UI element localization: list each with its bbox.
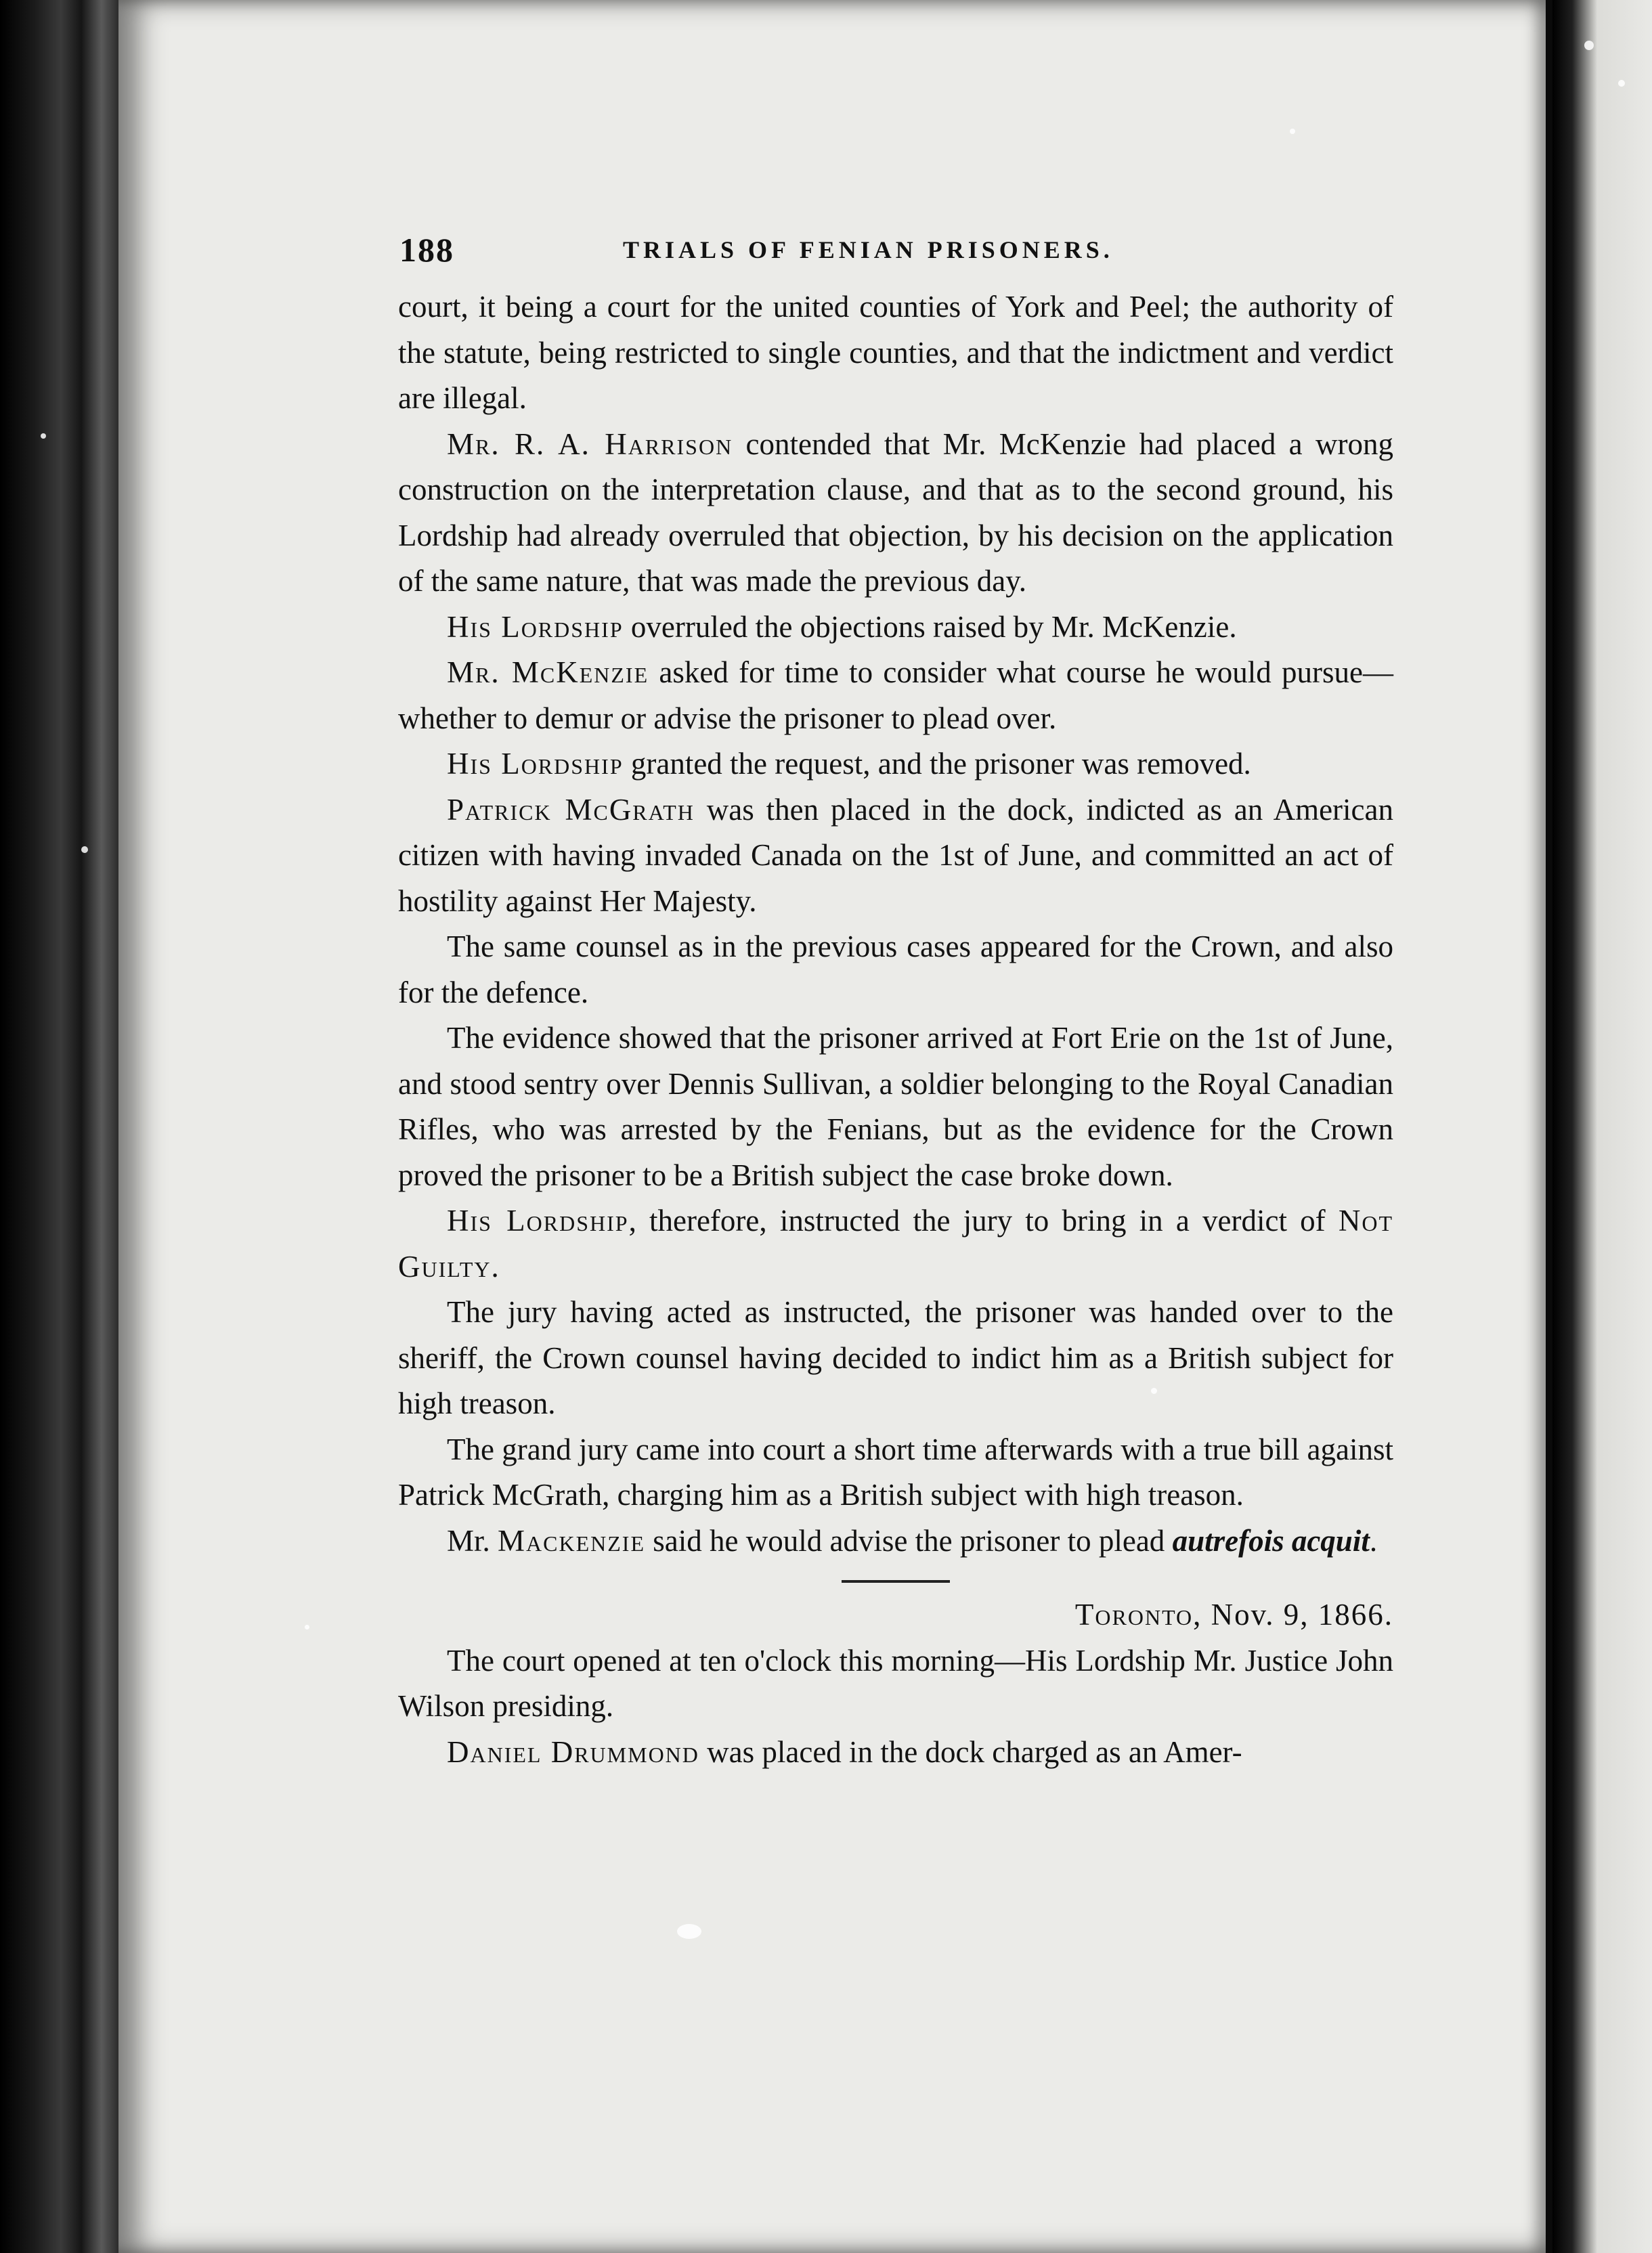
book-binding [0, 0, 135, 2253]
paragraph-text: The same counsel as in the previous cases appeared for the Crown, and also for the defence. [398, 929, 1393, 1009]
defendant-name: Daniel Drummond [447, 1734, 699, 1769]
paragraph-8 [398, 1015, 1393, 1198]
paragraph-text: was placed in the dock charged as an Amer- [699, 1734, 1242, 1769]
paragraph-7 [398, 924, 1393, 1015]
paragraph-5 [398, 741, 1393, 787]
paragraph-12 [398, 1518, 1393, 1565]
paragraph-1 [398, 284, 1393, 422]
paragraph-text: The evidence showed that the prisoner arrived at Fort Erie on the 1st of June, and stood sentry over Dennis Sullivan, a soldier belonging to the Royal Canadian Rifles, who was arrested by the Fenians, but as the evidence for the Crown proved the prisoner to be a British subject the case broke down. [398, 1021, 1393, 1192]
paragraph-text: said he would advise the prisoner to plead [645, 1523, 1173, 1558]
section-divider [842, 1580, 950, 1583]
dateline [398, 1592, 1393, 1638]
scan-speck [677, 1924, 701, 1939]
paragraph-text: The grand jury came into court a short time afterwards with a true bill against Patrick McGrath, charging him as a British subject with high treason. [398, 1432, 1393, 1512]
page-number: 188 [399, 231, 454, 269]
paragraph-14 [398, 1730, 1393, 1776]
page-header [399, 230, 1401, 284]
speaker-name: Mackenzie [498, 1523, 645, 1558]
paragraph-text: asked for time to consider what course he would pursue—whether to demur or advise the prisoner to plead over. [398, 655, 1393, 735]
scan-speck [1584, 41, 1594, 50]
scan-speck [81, 846, 88, 853]
paragraph-text: was then placed in the dock, indicted as an American citizen with having invaded Canada on the 1st of June, and committed an act of hostility against Her Majesty. [398, 792, 1393, 918]
speaker-name: Mr. McKenzie [447, 655, 649, 689]
paragraph-text: . [1369, 1523, 1378, 1558]
paragraph-text: court, it being a court for the united counties of York and Peel; the authority of the statute, being restricted to single counties, and that the indictment and verdict are illegal. [398, 290, 1393, 415]
scan-speck [305, 1625, 309, 1629]
paragraph-text: The court opened at ten o'clock this morning—His Lordship Mr. Justice John Wilson presiding. [398, 1643, 1393, 1723]
speaker-name: His Lordship [447, 609, 624, 644]
speaker-name: His Lordship [447, 747, 624, 781]
dateline-place: Toronto [1074, 1598, 1194, 1632]
paragraph-3 [398, 605, 1393, 651]
verdict-text: Not Guilty [398, 1204, 1393, 1284]
paragraph-11 [398, 1427, 1393, 1518]
scan-speck [41, 433, 46, 439]
paragraph-10 [398, 1290, 1393, 1427]
running-head: TRIALS OF FENIAN PRISONERS. [623, 236, 1114, 263]
paragraph-text: granted the request, and the prisoner was removed. [623, 747, 1251, 781]
scan-speck [1618, 80, 1625, 87]
paragraph-text: overruled the objections raised by Mr. McKenzie. [623, 609, 1237, 644]
dateline-date: , Nov. 9, 1866. [1193, 1598, 1393, 1632]
speaker-name: Mr. R. A. Harrison [447, 426, 733, 461]
paragraph-2 [398, 422, 1393, 605]
speaker-name: His Lordship [447, 1204, 629, 1238]
legal-term: autrefois acquit [1172, 1523, 1370, 1558]
adjacent-page-edge [1552, 0, 1652, 2253]
paragraph-13 [398, 1638, 1393, 1730]
paragraph-text: . [491, 1249, 499, 1284]
page-body [398, 284, 1393, 1775]
paragraph-text: contended that Mr. McKenzie had placed a wrong construction on the interpretation clause, and that as to the second ground, his Lordship had already overruled that objection, by his decision on the application of the same nature, that was made the previous day. [398, 426, 1393, 598]
scan-speck [1290, 129, 1295, 134]
paragraph-6 [398, 787, 1393, 925]
paragraph-4 [398, 650, 1393, 741]
paragraph-text: , therefore, instructed the jury to bring in a verdict of [628, 1204, 1339, 1238]
paragraph-text: The jury having acted as instructed, the prisoner was handed over to the sheriff, the Crown counsel having decided to indict him as a British subject for high treason. [398, 1295, 1393, 1420]
paragraph-9 [398, 1198, 1393, 1290]
paragraph-text: Mr. [447, 1523, 498, 1558]
defendant-name: Patrick McGrath [447, 792, 695, 827]
